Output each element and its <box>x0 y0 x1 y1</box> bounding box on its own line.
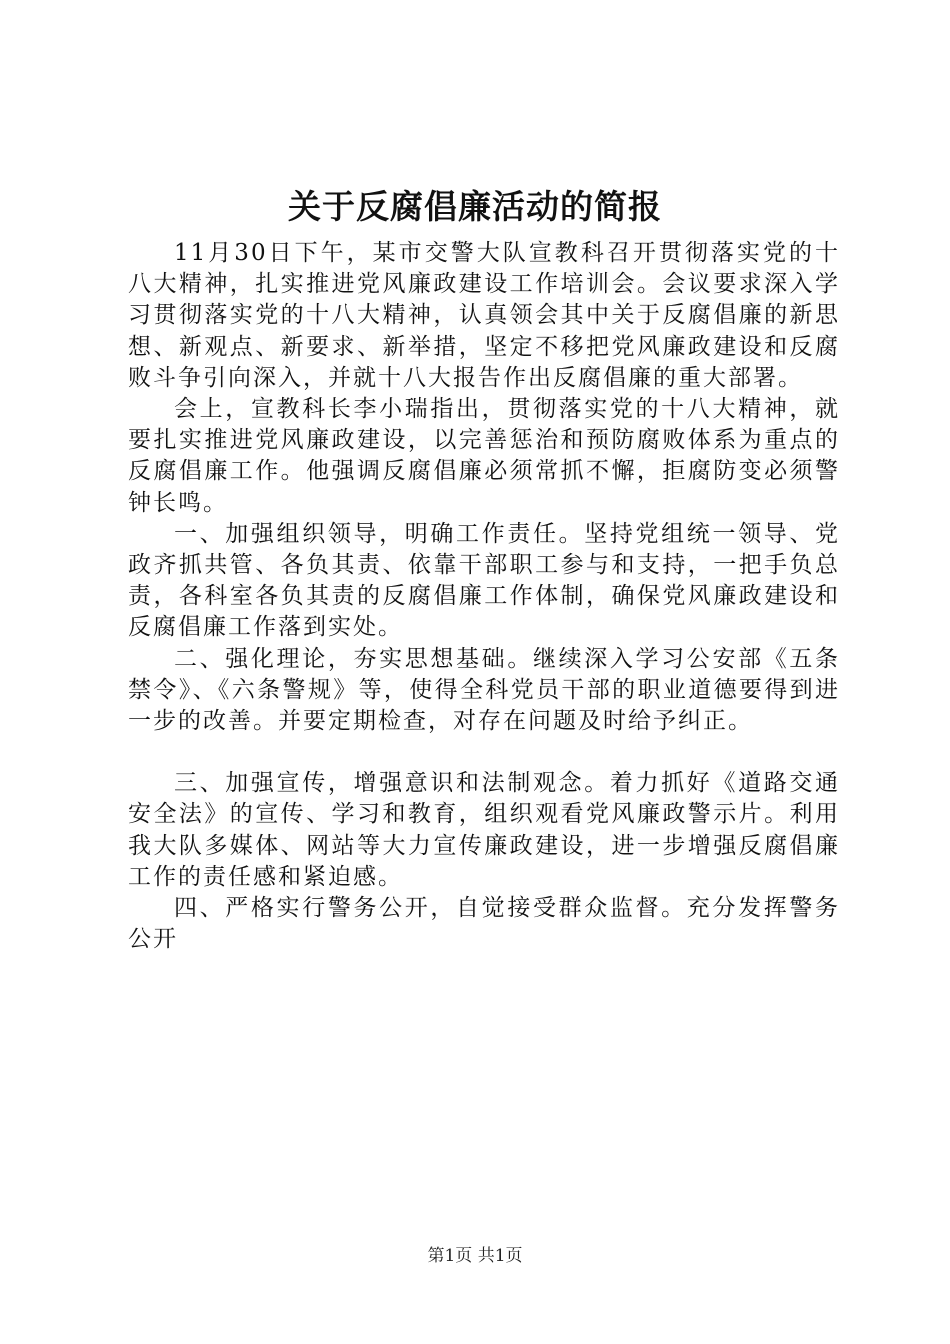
document-body <box>128 238 840 955</box>
paragraph: 会上，宣教科长李小瑞指出，贯彻落实党的十八大精神，就要扎实推进党风廉政建设，以完善惩治和预防腐败体系为重点的反腐倡廉工作。他强调反腐倡廉必须常抓不懈，拒腐防变必须警钟长鸣。 <box>128 396 840 516</box>
paragraph: 一、加强组织领导，明确工作责任。坚持党组统一领导、党政齐抓共管、各负其责、依靠干部职工参与和支持，一把手负总责，各科室各负其责的反腐倡廉工作体制，确保党风廉政建设和反腐倡廉工作落到实处。 <box>128 520 840 641</box>
paragraph: 11月30日下午，某市交警大队宣教科召开贯彻落实党的十八大精神，扎实推进党风廉政建设工作培训会。会议要求深入学习贯彻落实党的十八大精神，认真领会其中关于反腐倡廉的新思想、新观点、新要求、新举措，坚定不移把党风廉政建设和反腐败斗争引向深入，并就十八大报告作出反腐倡廉的重大部署。 <box>128 240 840 391</box>
document-title: 关于反腐倡廉活动的简报 <box>288 187 662 226</box>
paragraph: 二、强化理论，夯实思想基础。继续深入学习公安部《五条禁令》、《六条警规》等，使得全科党员干部的职业道德要得到进一步的改善。并要定期检查，对存在问题及时给予纠正。 <box>128 645 840 735</box>
page-number-footer: 第1页 共1页 <box>427 1246 523 1266</box>
paragraph: 四、严格实行警务公开，自觉接受群众监督。充分发挥警务公开 <box>128 895 840 953</box>
paragraph: 三、加强宣传，增强意识和法制观念。着力抓好《道路交通安全法》的宣传、学习和教育，组织观看党风廉政警示片。利用我大队多媒体、网站等大力宣传廉政建设，进一步增强反腐倡廉工作的责任感和紧迫感。 <box>128 770 840 890</box>
